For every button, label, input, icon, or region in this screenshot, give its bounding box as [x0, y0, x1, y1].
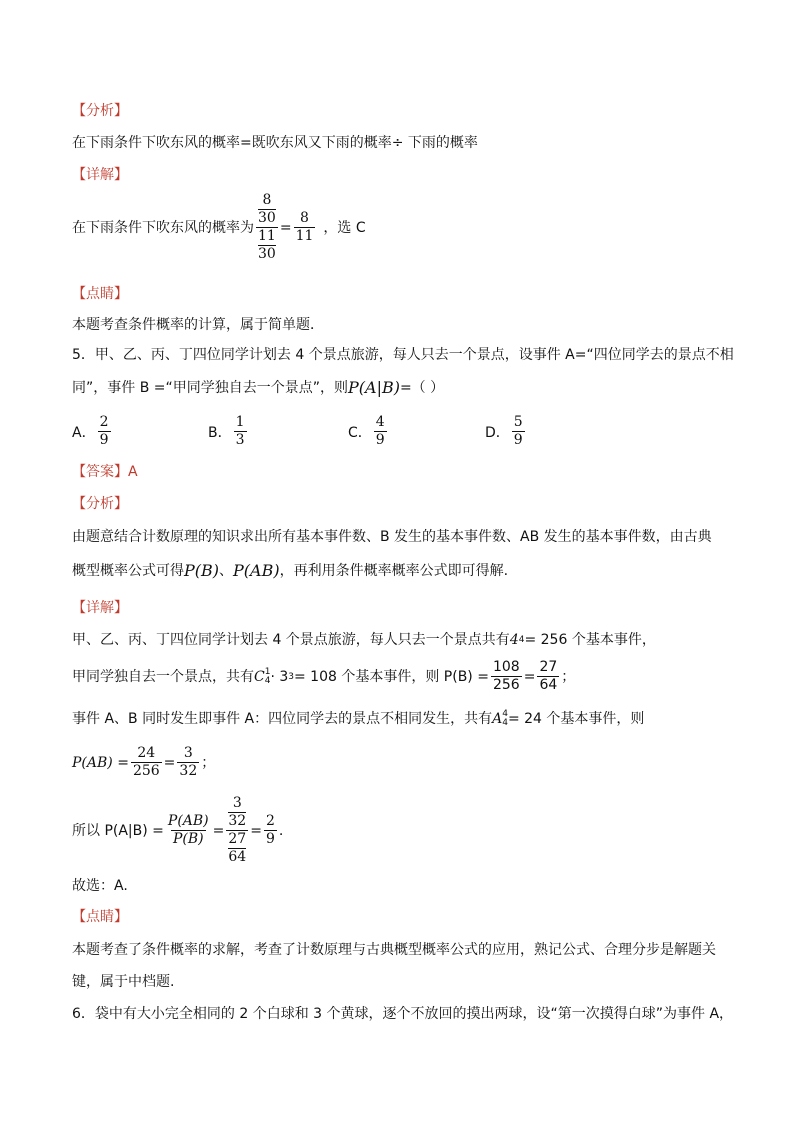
question-5-text: 同”，事件 B =“甲同学独自去一个景点”，则: [72, 380, 348, 396]
comment-5-line-1: 本题考查了条件概率的求解，考查了计数原理与古典概型概率公式的应用，熟记公式、合理分步是解题关: [72, 942, 716, 958]
detail-5-l4-f1d: 256: [132, 763, 160, 779]
analysis-5-pab: P(AB): [233, 561, 280, 580]
option-d-label: D．: [485, 424, 510, 441]
detail-5-l2-end: ；: [561, 668, 576, 685]
option-d: [485, 414, 527, 449]
detail-5-l2-f1n: 108: [492, 659, 520, 675]
result-numerator: 8: [300, 210, 309, 226]
option-a-den: 9: [99, 432, 109, 448]
detail-5-l5-eq2: =: [250, 822, 262, 839]
detail-5-l5-eq: =: [212, 822, 225, 839]
comment-5-line-2: 键，属于中档题.: [72, 974, 175, 990]
comment-text: 本题考查条件概率的计算，属于简单题．: [72, 317, 324, 333]
section-tag-detail: 【详解】: [72, 167, 128, 183]
option-b: [208, 414, 249, 449]
detail-5-l3-text: 事件 A、B 同时发生即事件 A：四位同学去的景点不相同发生，共有: [72, 711, 493, 727]
detail-5-line-5: [72, 795, 283, 866]
detail-5-l2-mid: = 108 个基本事件，则 P(B) =: [294, 668, 489, 685]
option-c-label: C．: [348, 424, 372, 441]
section-tag-detail-5: 【详解】: [72, 600, 128, 616]
detail-5-l2-eq: =: [523, 668, 536, 685]
analysis-5-sep: 、: [219, 563, 234, 579]
detail-5-l1-text: 甲、乙、丙、丁四位同学计划去 4 个景点旅游，每人只去一个景点共有: [72, 632, 510, 648]
detail-5-l2-f2n: 27: [539, 659, 558, 675]
detail-prefix: 在下雨条件下吹东风的概率为: [72, 219, 254, 236]
detail-5-l3-A: A: [492, 711, 503, 727]
analysis-text: 在下雨条件下吹东风的概率=既吹东风又下雨的概率÷ 下雨的概率: [72, 135, 478, 151]
analysis-5-line-1: 由题意结合计数原理的知识求出所有基本事件数、B 发生的基本事件数、AB 发生的基本事件数，由古典: [72, 529, 712, 545]
question-5-line-1: 5．甲、乙、丙、丁四位同学计划去 4 个景点旅游，每人只去一个景点，设事件 A=“四位同学去的景点不相: [72, 347, 734, 363]
inner-denominator: 30: [258, 210, 276, 226]
section-tag-comment-5: 【点睛】: [72, 909, 128, 925]
equals-sign: =: [279, 219, 292, 236]
detail-5-l4-f2n: 3: [183, 745, 193, 761]
detail-5-l1-exp: 4: [518, 635, 525, 645]
detail-5-l5-indd: 64: [228, 849, 247, 865]
option-a-num: 2: [99, 414, 109, 430]
detail-5-l2-csup: 1: [264, 666, 271, 677]
option-b-num: 1: [235, 414, 245, 430]
detail-5-l4-f2d: 32: [179, 763, 198, 779]
detail-5-line-3: [72, 709, 644, 729]
detail-5-l5-f3d: 9: [265, 831, 275, 847]
inner-denominator-2: 30: [258, 246, 276, 262]
option-d-num: 5: [513, 414, 523, 430]
detail-5-compound-fraction: [226, 795, 248, 866]
question-5-line-2: [72, 378, 444, 398]
analysis-5-text: 概型概率公式可得: [72, 563, 184, 579]
detail-5-l1-end: = 256 个基本事件，: [524, 632, 656, 648]
question-6-line-1: 6．袋中有大小完全相同的 2 个白球和 3 个黄球，逐个不放回的摸出两球，设“第一次摸得白球”为事件 A，: [72, 1006, 734, 1022]
result-fraction: [294, 210, 316, 245]
option-b-label: B．: [208, 424, 232, 441]
option-a: [72, 414, 113, 449]
detail-suffix: ，选 C: [323, 219, 366, 236]
option-c-num: 4: [375, 414, 385, 430]
inner-numerator: 8: [262, 192, 272, 208]
analysis-5-line-2: [72, 561, 508, 581]
result-denominator: 11: [295, 228, 314, 244]
detail-5-l5-f1d: P(B): [172, 831, 204, 847]
option-a-label: A．: [72, 424, 96, 441]
answer-tag: 【答案】A: [72, 464, 138, 480]
question-5-probability: P(A|B): [348, 378, 400, 397]
detail-5-line-2: [72, 659, 575, 694]
detail-5-l4-f1n: 24: [137, 745, 156, 761]
detail-5-l3-end: = 24 个基本事件，则: [507, 711, 645, 727]
detail-5-l2-exp: 3: [288, 671, 294, 682]
section-tag-comment: 【点睛】: [72, 286, 128, 302]
detail-5-l2-f1d: 256: [492, 677, 520, 693]
detail-5-l3-Asup: 4: [502, 709, 508, 719]
detail-5-line-4: [72, 745, 215, 780]
choice-text: 故选：A.: [72, 878, 128, 894]
detail-5-l3-Asub: 4: [502, 718, 508, 728]
detail-5-l5-text: 所以 P(A|B) =: [72, 822, 164, 839]
detail-5-l5-f3n: 2: [265, 813, 275, 829]
detail-5-l2-dot: · 3: [270, 668, 289, 685]
option-c-den: 9: [375, 432, 385, 448]
analysis-5-text-end: ，再利用条件概率概率公式即可得解.: [279, 563, 509, 579]
detail-5-l5-innd: 32: [228, 813, 247, 829]
detail-5-l5-innn: 3: [232, 795, 242, 811]
detail-5-l2-c: C: [254, 668, 265, 685]
detail-5-l5-end: .: [278, 822, 284, 839]
detail-5-l1-base: 4: [509, 632, 519, 648]
option-d-den: 9: [513, 432, 523, 448]
analysis-5-pb: P(B): [184, 561, 220, 580]
detail-5-l2-csub: 4: [264, 675, 271, 686]
question-5-blank: =（ ）: [399, 380, 445, 396]
detail-5-l2-f2d: 64: [539, 677, 558, 693]
inner-numerator-2: 11: [258, 228, 276, 244]
compound-fraction: [256, 192, 278, 263]
detail-5-l5-indn: 27: [228, 831, 247, 847]
section-tag-analysis-5: 【分析】: [72, 496, 128, 512]
detail-5-l4-text: P(AB) =: [72, 754, 129, 771]
section-tag-analysis: 【分析】: [72, 103, 128, 119]
detail-5-l2-text: 甲同学独自去一个景点，共有: [72, 668, 254, 685]
detail-5-l5-f1n: P(AB): [167, 813, 209, 829]
detail-equation: [72, 192, 366, 263]
detail-5-line-1: [72, 630, 656, 650]
detail-5-l4-eq: =: [163, 754, 176, 771]
option-b-den: 3: [235, 432, 245, 448]
detail-5-l4-end: ；: [201, 754, 216, 771]
option-c: [348, 414, 389, 449]
